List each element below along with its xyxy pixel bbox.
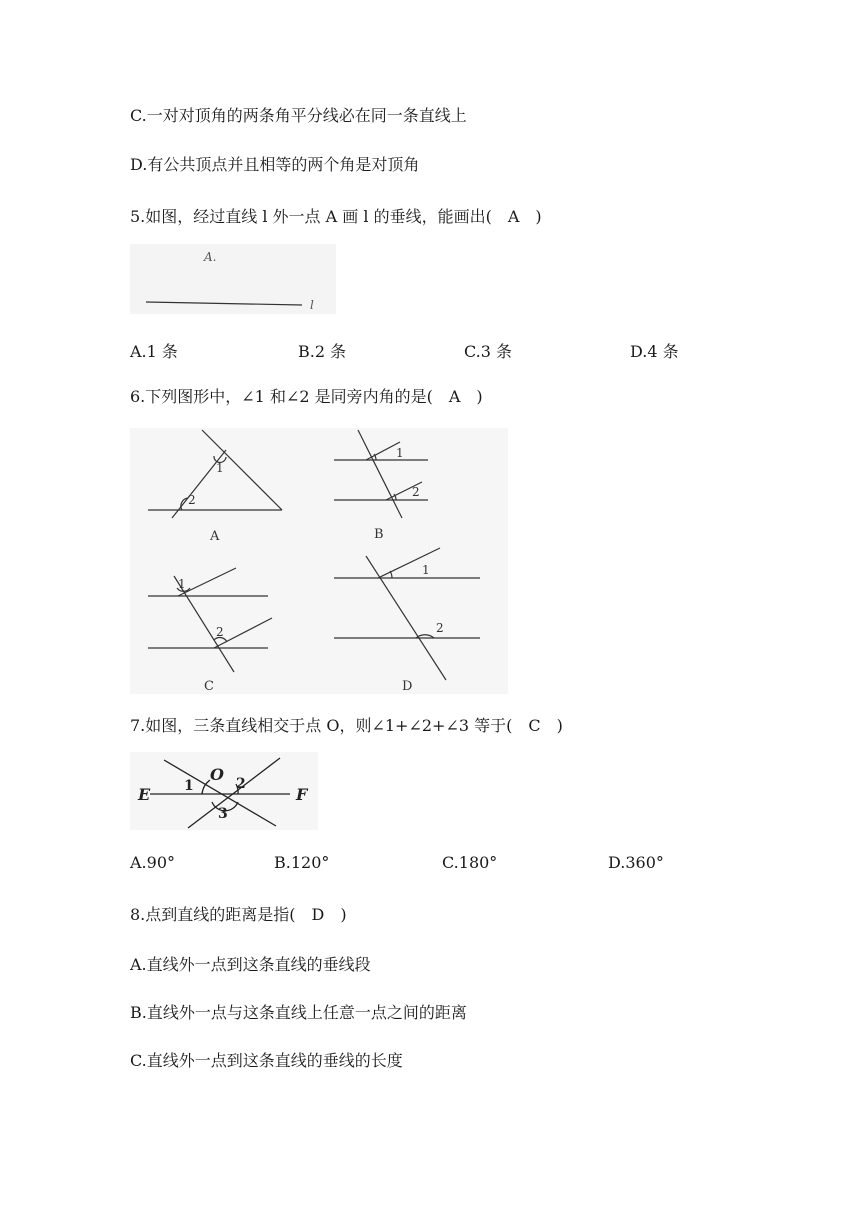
fig-b-angle1: 1	[396, 446, 404, 460]
fig-d-angle2: 2	[436, 621, 444, 635]
label-o: O	[210, 765, 224, 784]
q5-option-a: A.1 条	[130, 342, 178, 361]
line-l-label: l	[310, 298, 314, 312]
caption-a: A	[210, 529, 220, 544]
fig-b-angle2: 2	[412, 485, 420, 499]
q5-option-b: B.2 条	[298, 342, 347, 361]
question-7: 7.如图，三条直线相交于点 O，则∠1+∠2+∠3 等于( C )	[130, 716, 563, 735]
q7-option-b: B.120°	[274, 853, 330, 872]
q5-options	[130, 339, 690, 361]
fig-a-angle1: 1	[216, 461, 224, 475]
angle-1-label: 1	[184, 778, 194, 794]
label-e: E	[138, 785, 151, 804]
q7-options	[130, 853, 690, 875]
fig-c-angle1: 1	[178, 577, 186, 591]
question-6: 6.下列图形中，∠1 和∠2 是同旁内角的是( A )	[130, 387, 483, 406]
q8-option-b: B.直线外一点与这条直线上任意一点之间的距离	[130, 1003, 467, 1022]
option-c-previous: C.一对对顶角的两条角平分线必在同一条直线上	[130, 106, 467, 125]
fig-c-angle2: 2	[216, 625, 224, 639]
q8-option-c: C.直线外一点到这条直线的垂线的长度	[130, 1051, 403, 1070]
caption-d: D	[402, 679, 413, 694]
point-a-label: A.	[204, 250, 217, 264]
caption-c: C	[204, 679, 214, 694]
label-f: F	[296, 785, 308, 804]
angle-3-label: 3	[218, 806, 228, 822]
option-d-previous: D.有公共顶点并且相等的两个角是对顶角	[130, 155, 420, 174]
q5-option-c: C.3 条	[464, 342, 513, 361]
question-8: 8.点到直线的距离是指( D )	[130, 905, 347, 924]
question-5: 5.如图，经过直线 l 外一点 A 画 l 的垂线，能画出( A )	[130, 207, 542, 226]
q7-option-c: C.180°	[442, 853, 498, 872]
angle-2-label: 2	[236, 776, 246, 792]
q7-option-d: D.360°	[608, 853, 664, 872]
caption-b: B	[374, 527, 384, 542]
q6-figure	[130, 428, 510, 696]
q6-figure-bg	[130, 428, 508, 694]
fig-a-angle2: 2	[188, 493, 196, 507]
fig-d-angle1: 1	[422, 563, 430, 577]
q5-option-d: D.4 条	[630, 342, 679, 361]
q7-option-a: A.90°	[130, 853, 175, 872]
q5-figure	[130, 244, 340, 316]
q8-option-a: A.直线外一点到这条直线的垂线段	[130, 955, 371, 974]
q7-figure	[130, 752, 320, 832]
